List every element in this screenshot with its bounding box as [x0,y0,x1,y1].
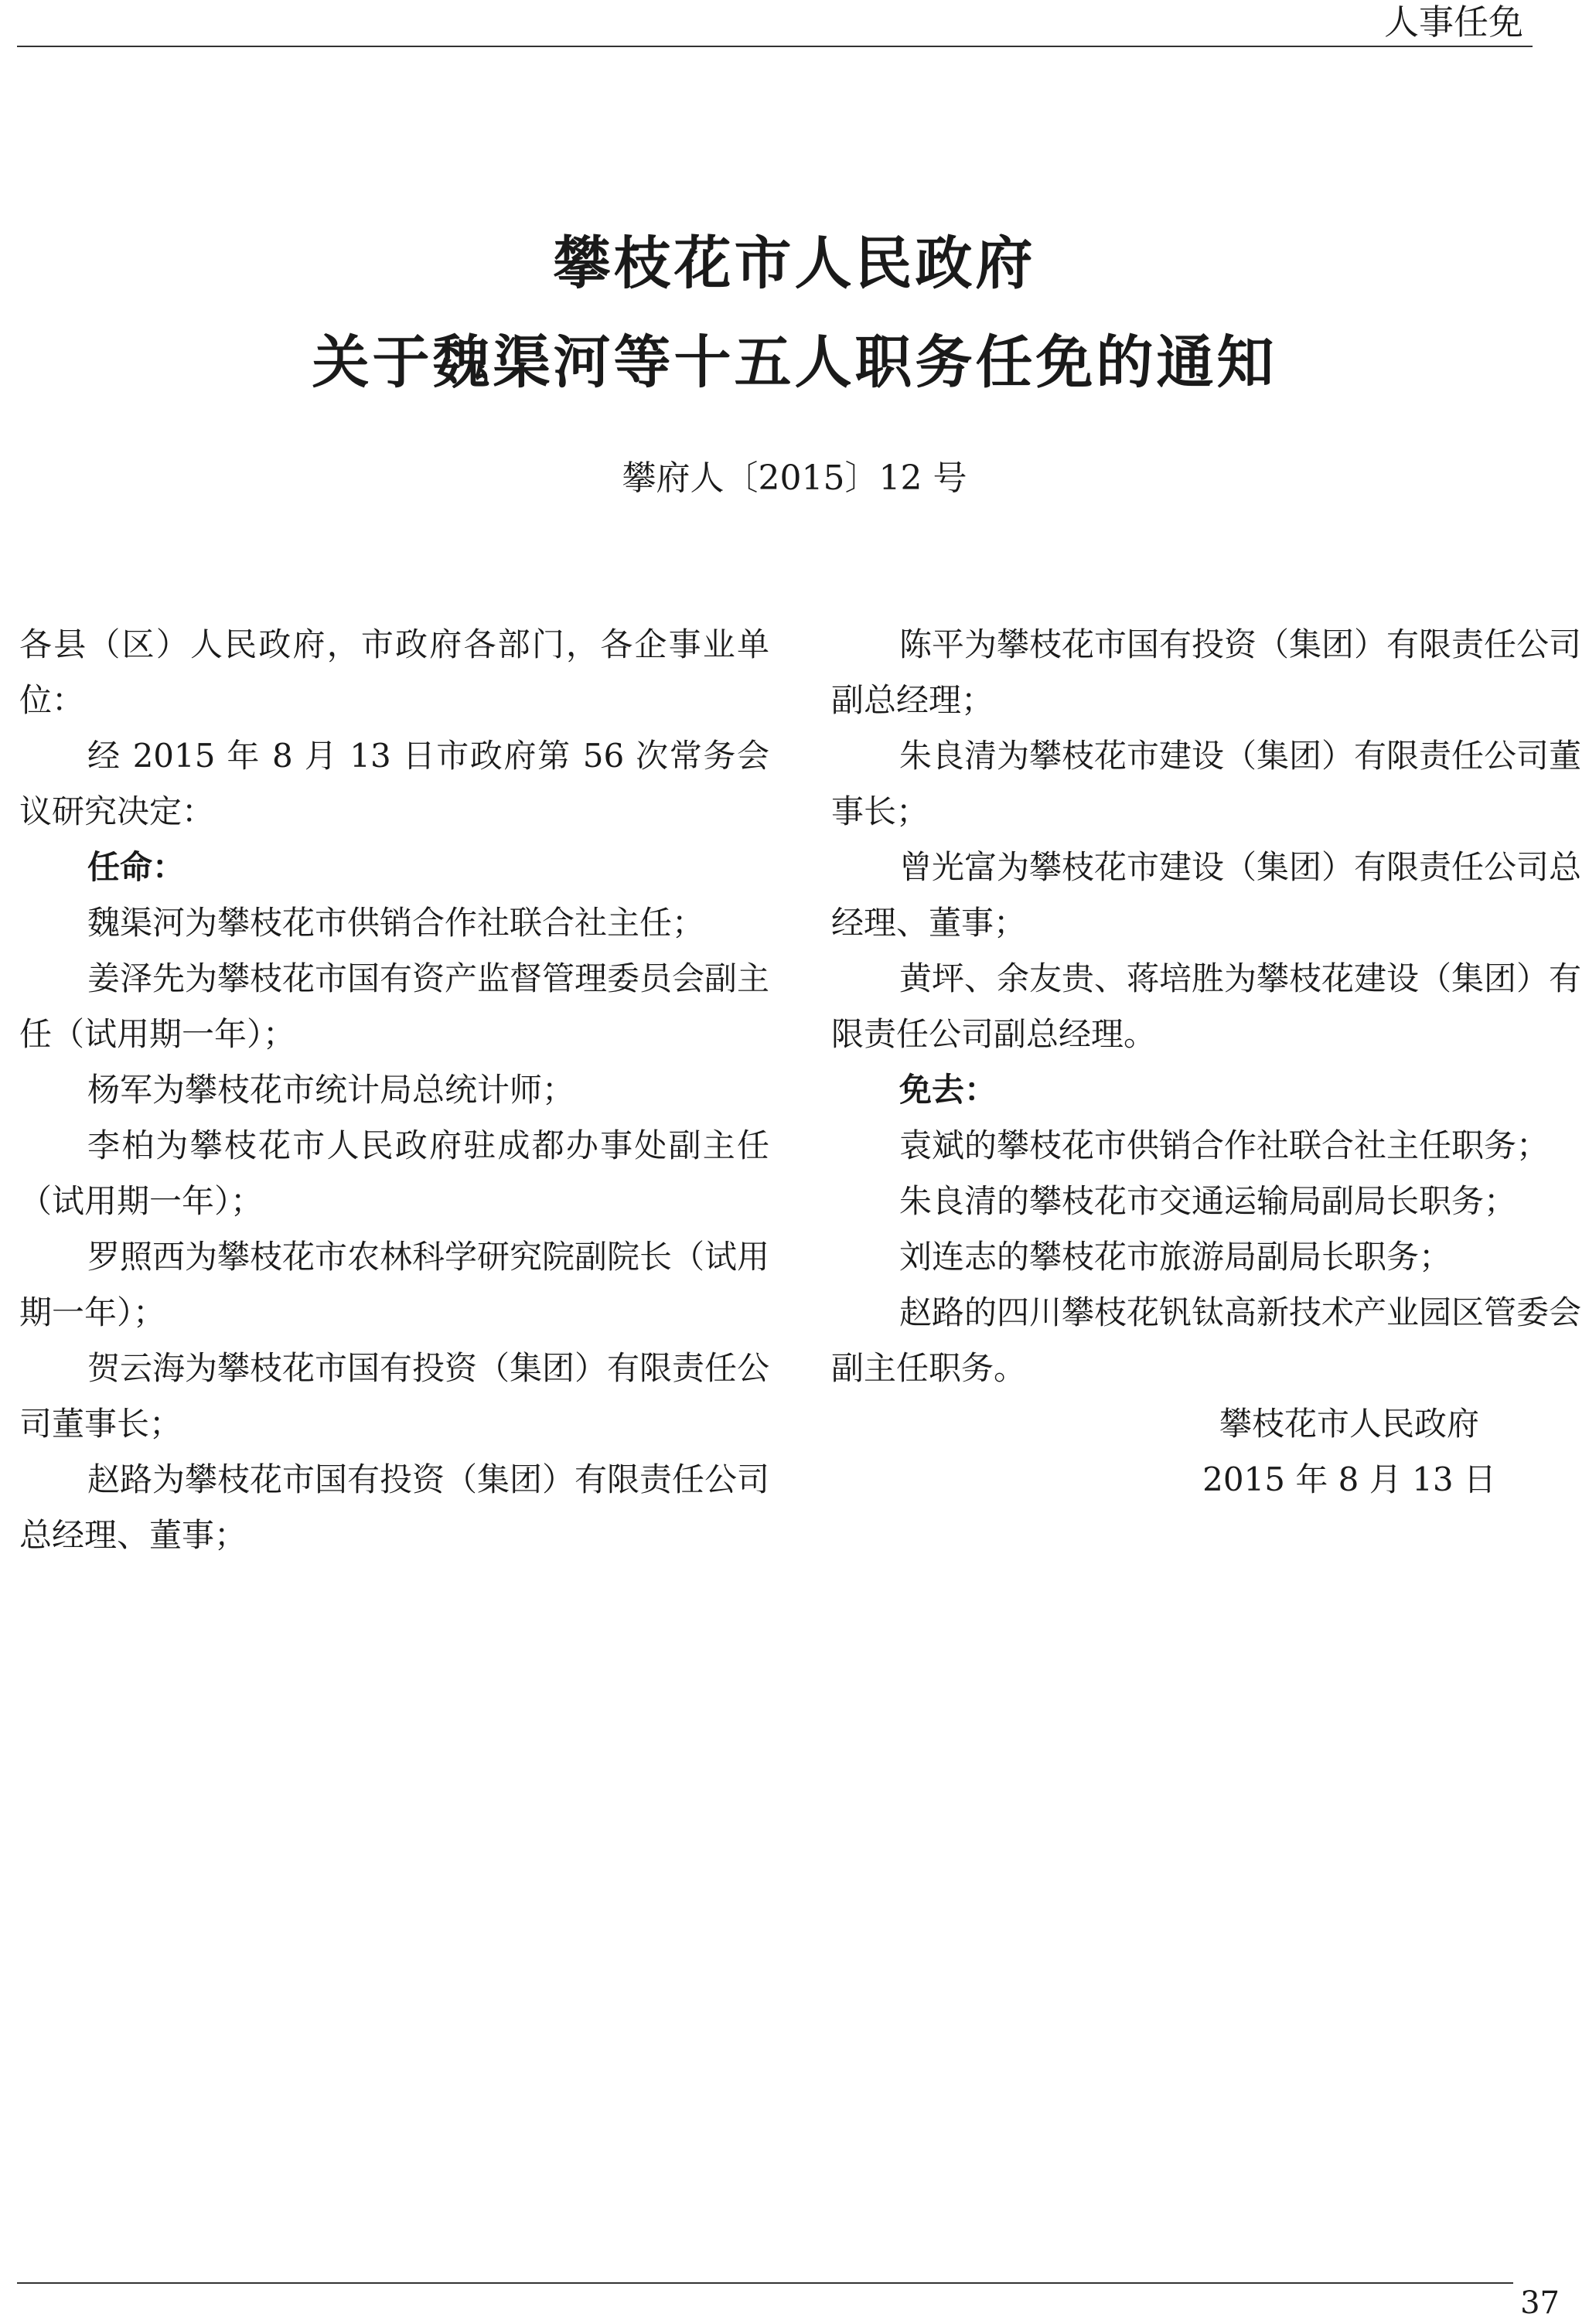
body-column-left [19,617,769,1563]
appointment-item: 罗照西为攀枝花市农林科学研究院副院长（试用期一年）； [19,1238,770,1331]
appointment-item: 陈平为攀枝花市国有投资（集团）有限责任公司副总经理； [831,625,1582,719]
appointment-item: 朱良清为攀枝花市建设（集团）有限责任公司董事长； [831,737,1582,830]
appointment-item: 曾光富为攀枝花市建设（集团）有限责任公司总经理、董事； [831,848,1582,942]
page-number: 37 [1520,2285,1560,2321]
body-column-right [831,617,1581,1508]
appointment-item: 贺云海为攀枝花市国有投资（集团）有限责任公司董事长； [19,1349,770,1443]
removal-item: 袁斌的攀枝花市供销合作社联合社主任职务； [899,1126,1550,1164]
removal-item: 朱良清的攀枝花市交通运输局副局长职务； [899,1182,1517,1220]
footer-rule [17,2282,1513,2284]
removal-item: 刘连志的攀枝花市旅游局副局长职务； [899,1238,1452,1276]
document-title-line2: 关于魏渠河等十五人职务任免的通知 [312,329,1277,396]
appointment-item: 赵路为攀枝花市国有投资（集团）有限责任公司总经理、董事； [19,1460,770,1554]
running-header-section: 人事任免 [1383,2,1523,43]
paragraph: 经 2015 年 8 月 13 日市政府第 56 次常务会议研究决定： [19,737,769,830]
document-title-line1: 攀枝花市人民政府 [553,230,1036,297]
salutation: 各县（区）人民政府，市政府各部门，各企事业单位： [19,625,769,719]
appointment-item: 李柏为攀枝花市人民政府驻成都办事处副主任（试用期一年）； [19,1126,769,1220]
appoint-label: 任命： [87,848,186,886]
appointment-item: 杨军为攀枝花市统计局总统计师； [87,1071,575,1109]
removal-item: 赵路的四川攀枝花钒钛高新技术产业园区管委会副主任职务。 [831,1293,1582,1387]
appointment-item: 姜泽先为攀枝花市国有资产监督管理委员会副主任（试用期一年）； [19,959,770,1053]
removal-label: 免去： [899,1071,997,1109]
header-rule [17,46,1533,47]
document-number: 攀府人〔2015〕12 号 [622,458,967,498]
signature-org: 攀枝花市人民政府 [1219,1405,1479,1443]
appointment-item: 黄坪、余友贵、蒋培胜为攀枝花建设（集团）有限责任公司副总经理。 [831,959,1582,1053]
signature-date: 2015 年 8 月 13 日 [1202,1460,1496,1498]
appointment-item: 魏渠河为攀枝花市供销合作社联合社主任； [87,904,705,942]
